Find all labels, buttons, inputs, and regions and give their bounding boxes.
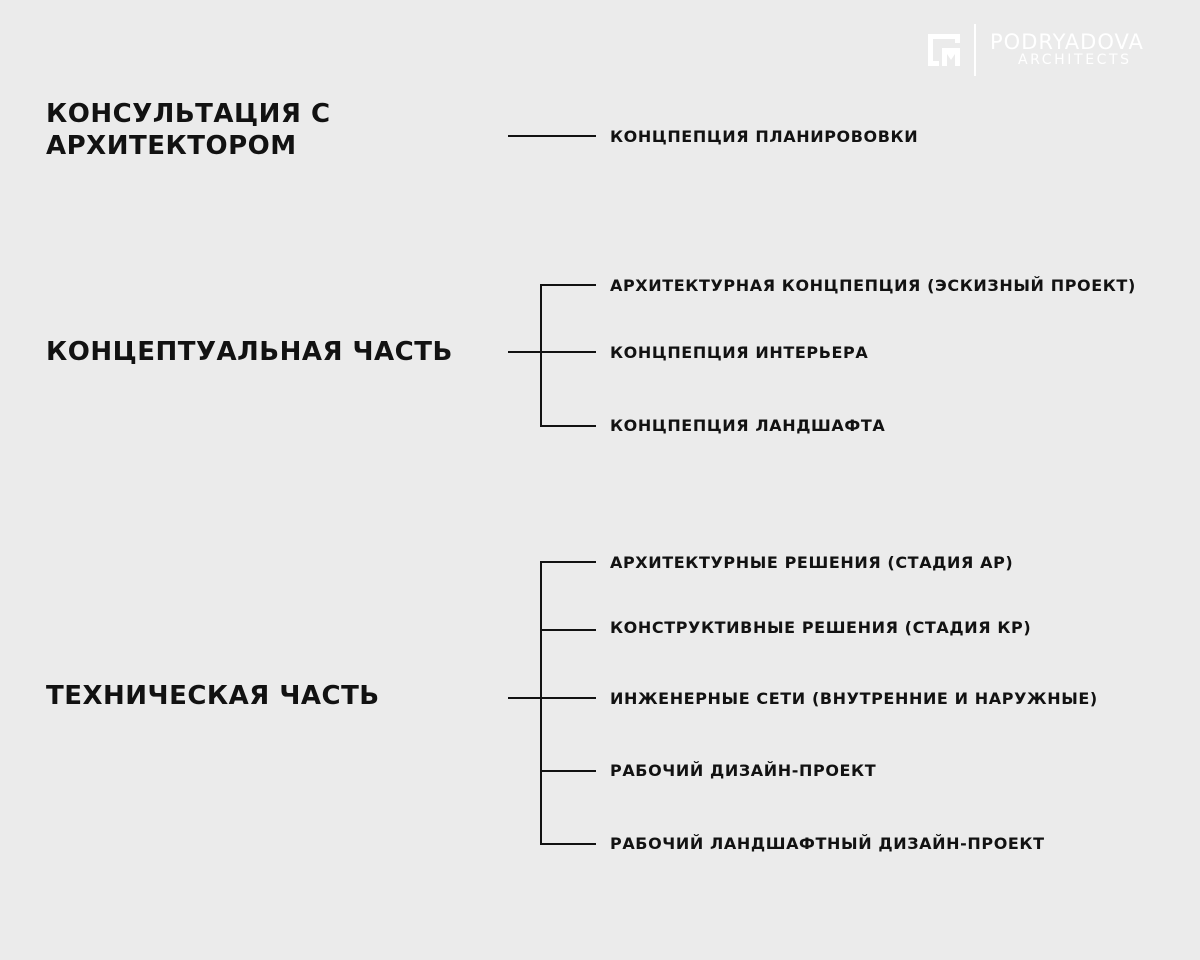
list-item: КОНЦПЕПЦИЯ ИНТЕРЬЕРА — [610, 343, 869, 362]
branch-line — [540, 629, 596, 631]
list-item: КОНЦПЕПЦИЯ ЛАНДШАФТА — [610, 416, 886, 435]
branch-line — [540, 770, 596, 772]
bracket-line — [540, 561, 542, 845]
heading-line: КОНСУЛЬТАЦИЯ С — [46, 99, 331, 129]
heading-line: АРХИТЕКТОРОМ — [46, 131, 297, 161]
list-item: КОНСТРУКТИВНЫЕ РЕШЕНИЯ (СТАДИЯ КР) — [610, 618, 1032, 637]
list-item: ИНЖЕНЕРНЫЕ СЕТИ (ВНУТРЕННИЕ И НАРУЖНЫЕ) — [610, 689, 1098, 708]
heading-line: КОНЦЕПТУАЛЬНАЯ ЧАСТЬ — [46, 337, 453, 367]
logo-subtitle: ARCHITECTS — [1018, 52, 1132, 68]
branch-line — [540, 697, 596, 699]
connector-line — [508, 697, 540, 699]
branch-line — [540, 425, 596, 427]
list-item: АРХИТЕКТУРНАЯ КОНЦПЕПЦИЯ (ЭСКИЗНЫЙ ПРОЕКТ) — [610, 276, 1136, 295]
logo-divider — [974, 24, 976, 76]
branch-line — [540, 843, 596, 845]
branch-line — [540, 561, 596, 563]
bracket-line — [540, 284, 542, 427]
branch-line — [540, 351, 596, 353]
brand-logo — [926, 24, 1186, 76]
branch-line — [540, 284, 596, 286]
list-item: КОНЦПЕПЦИЯ ПЛАНИРОВОВКИ — [610, 127, 919, 146]
list-item: РАБОЧИЙ ЛАНДШАФТНЫЙ ДИЗАЙН-ПРОЕКТ — [610, 834, 1045, 853]
connector-line — [508, 135, 596, 137]
connector-line — [508, 351, 540, 353]
section-heading-consultation — [46, 98, 331, 162]
list-item: РАБОЧИЙ ДИЗАЙН-ПРОЕКТ — [610, 761, 877, 780]
section-heading-technical — [46, 680, 380, 712]
logo-name: PODRYADOVA — [990, 30, 1144, 54]
list-item: АРХИТЕКТУРНЫЕ РЕШЕНИЯ (СТАДИЯ АР) — [610, 553, 1014, 572]
section-heading-conceptual — [46, 336, 453, 368]
heading-line: ТЕХНИЧЕСКАЯ ЧАСТЬ — [46, 681, 380, 711]
logo-mark-icon — [926, 32, 962, 68]
